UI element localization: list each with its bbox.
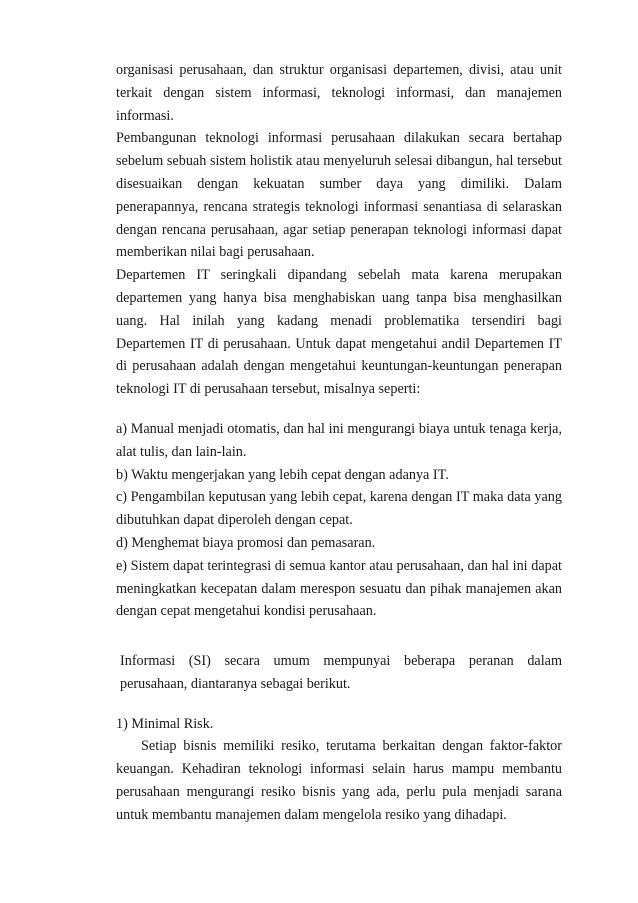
benefits-list	[116, 418, 562, 623]
section-heading: 1) Minimal Risk.	[116, 715, 214, 732]
list-item: e) Sistem dapat terintegrasi di semua kantor atau perusahaan, dan hal ini dapat meningkatkan kecepatan dalam merespon sesuatu dan pihak manajemen akan dengan cepat mengetahui kondisi perusahaan.	[116, 557, 562, 620]
section-roles	[116, 650, 562, 827]
section-intro: Informasi (SI) secara umum mempunyai beberapa peranan dalam perusahaan, diantaranya sebagai berikut.	[120, 653, 562, 692]
paragraph-org-structure: organisasi perusahaan, dan struktur organisasi departemen, divisi, atau unit terkait dengan sistem informasi, teknologi informasi, dan manajemen informasi.	[116, 62, 562, 124]
paragraph-gap	[116, 401, 562, 418]
document-body	[116, 59, 562, 623]
list-item: c) Pengambilan keputusan yang lebih cepat, karena dengan IT maka data yang dibutuhkan dapat diperoleh dengan cepat.	[116, 489, 562, 529]
paragraph-gap	[116, 696, 562, 713]
list-item: a) Manual menjadi otomatis, dan hal ini mengurangi biaya untuk tenaga kerja, alat tulis, dan lain-lain.	[116, 420, 562, 460]
paragraph-it-department: Departemen IT seringkali dipandang sebelah mata karena merupakan departemen yang hanya bisa menghabiskan uang tanpa bisa menghasilkan uang. Hal inilah yang kadang menadi problematika tersendiri bagi Departemen IT di perusahaan. Untuk dapat mengetahui andil Departemen IT di perusahaan adalah dengan mengetahui keuntungan-keuntungan penerapan teknologi IT di perusahaan tersebut, misalnya seperti:	[116, 267, 562, 398]
paragraph-it-development: Pembangunan teknologi informasi perusahaan dilakukan secara bertahap sebelum sebuah sistem holistik atau menyeluruh selesai dibangun, hal tersebut disesuaikan dengan kekuatan sumber daya yang dimiliki. Dalam penerapannya, rencana strategis teknologi informasi senantiasa di selaraskan dengan rencana perusahaan, agar setiap penerapan teknologi informasi dapat memberikan nilai bagi perusahaan.	[116, 130, 562, 261]
list-item: b) Waktu mengerjakan yang lebih cepat dengan adanya IT.	[116, 466, 449, 483]
list-item: d) Menghemat biaya promosi dan pemasaran.	[116, 534, 376, 551]
section-body: Setiap bisnis memiliki resiko, terutama berkaitan dengan faktor-faktor keuangan. Kehadiran teknologi informasi selain harus mampu membantu perusahaan mengurangi resiko bisnis yang ada, perlu pula menjadi sarana untuk membantu manajemen dalam mengelola resiko yang dihadapi.	[116, 738, 562, 823]
